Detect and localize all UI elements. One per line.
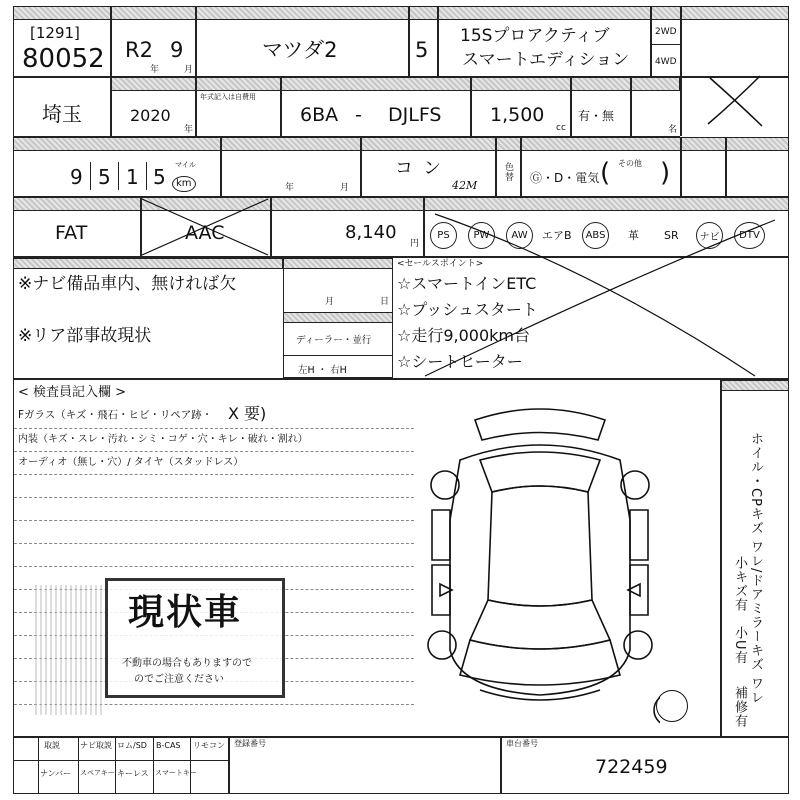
region: 埼玉 xyxy=(42,102,82,126)
footer-plate: ナンバー xyxy=(40,769,72,778)
lot-prefix: [1291] xyxy=(30,24,80,42)
header-band-row1 xyxy=(13,6,789,20)
sales-point-3: ☆走行9,000km台 xyxy=(397,326,531,345)
model-code: DJLFS xyxy=(388,104,442,126)
inspector-title: < 検査員記入欄 > xyxy=(18,385,127,400)
stamp-sub-text2: のでご注意ください xyxy=(134,674,224,685)
year-unit: 年 xyxy=(150,65,160,75)
color: コン xyxy=(395,158,451,179)
doors: 5 xyxy=(415,38,429,62)
steering-label: 左H ・ 右H xyxy=(298,365,347,376)
displacement: 1,500 xyxy=(490,104,545,126)
footer-reg-label: 登録番号 xyxy=(234,739,266,748)
mileage-unit-top: マイル xyxy=(175,161,196,169)
stamp-smudge xyxy=(35,585,105,715)
footer-bcas: B-CAS xyxy=(156,741,181,750)
stamp-main-text: 現状車 xyxy=(128,592,243,633)
model-prefix: 6BA xyxy=(300,104,339,126)
sales-point-title: <セールスポイント> xyxy=(397,259,484,269)
equip-abs: ABS xyxy=(582,222,609,249)
fuel-other-label: その他 xyxy=(618,159,642,168)
recall-label: 有・無 xyxy=(578,109,615,123)
footer-rom-sd: ロム/SD xyxy=(117,741,147,750)
footer-chassis-label: 車台番号 xyxy=(506,739,538,748)
fuel-paren-close: ) xyxy=(660,158,671,188)
mileage-digit-4: 5 xyxy=(153,165,166,189)
footer-navi-manual: ナビ取説 xyxy=(80,741,112,750)
remark-line2: ※リア部事故現状 xyxy=(18,326,152,346)
inspector-audio-line: オーディオ（無し・穴）/ タイヤ（スタッドレス） xyxy=(18,457,244,468)
side-notes-header xyxy=(721,380,789,391)
sales-point-1: ☆スマートインETC xyxy=(397,274,537,293)
fuel-options: Ⓖ・D・電気 xyxy=(530,171,600,185)
equip-airbag: エアB xyxy=(542,229,572,242)
recycle-fee: 8,140 xyxy=(345,222,397,243)
equip-sunroof: SR xyxy=(664,229,679,242)
dealer-header xyxy=(283,312,393,323)
aircon: AAC xyxy=(185,222,225,244)
lot-number: 80052 xyxy=(22,44,105,74)
first-reg-year: 2020 xyxy=(130,106,171,125)
mileage-digit-1: 9 xyxy=(70,165,83,189)
remark-month-unit: 月 xyxy=(325,297,335,307)
reg-note: 年式記入は自費用 xyxy=(200,93,256,101)
inspector-interior-line: 内装（キズ・スレ・汚れ・シミ・コゲ・穴・キレ・破れ・割れ） xyxy=(18,434,308,445)
car-damage-diagram xyxy=(420,400,660,730)
sales-point-2: ☆プッシュスタート xyxy=(397,300,538,319)
drive-2wd: 2WD xyxy=(655,27,677,37)
yen-unit: 円 xyxy=(410,239,420,249)
fuel-paren-open: ( xyxy=(600,158,611,188)
score-cross-mark xyxy=(700,70,770,130)
remark-day-unit: 日 xyxy=(380,297,390,307)
color-handwritten: 42M xyxy=(452,179,478,192)
grade-line1: 15Sプロアクティブ xyxy=(460,26,610,46)
model-separator: - xyxy=(355,104,362,126)
drive-4wd: 4WD xyxy=(655,57,677,67)
year-era: R2 xyxy=(125,38,153,62)
mileage-digit-2: 5 xyxy=(98,165,111,189)
sales-point-4: ☆シートヒーター xyxy=(397,352,523,371)
date-box-header xyxy=(283,258,393,269)
transmission: FAT xyxy=(55,222,88,244)
current-condition-stamp xyxy=(105,578,285,698)
header-band-row3 xyxy=(13,137,789,151)
footer-remote: リモコン xyxy=(193,741,225,750)
grade-line2: スマートエディション xyxy=(462,50,630,70)
equip-navi: ナビ xyxy=(696,222,723,249)
color-change-label: 色替 xyxy=(503,162,513,182)
remarks-header xyxy=(13,258,283,269)
chigai-label: 名 xyxy=(668,125,678,135)
footer-spare-key: スペアキー xyxy=(80,769,115,777)
spare-tire-marker xyxy=(656,690,688,722)
side-note-col2: 小キズ有 小U有 xyxy=(732,556,747,665)
inspector-glass-mark: X 要) xyxy=(228,404,267,423)
side-note-col1: ホイル・CPキズ ワレ/ドアミラーキズ ワレ xyxy=(748,432,763,705)
equip-aw: AW xyxy=(506,222,533,249)
big-cross-strike xyxy=(395,200,790,380)
inspector-glass-line: Fガラス（キズ・飛石・ヒビ・リペア跡・ xyxy=(18,409,213,421)
equip-pw: PW xyxy=(468,222,495,249)
month-unit: 月 xyxy=(184,65,194,75)
footer-manual: 取説 xyxy=(44,741,60,750)
first-reg-month: 9 xyxy=(170,38,184,62)
cc-unit: cc xyxy=(556,123,566,133)
mileage-unit-km: km xyxy=(172,176,196,192)
dealer-label: ディーラー・並行 xyxy=(296,335,372,346)
side-note-col3: 補修有 xyxy=(732,686,747,728)
shaken-month-unit: 月 xyxy=(340,183,350,193)
car-name: マツダ2 xyxy=(262,38,338,62)
footer-keyless: キーレス xyxy=(117,769,149,778)
stamp-sub-text1: 不動車の場合もありますので xyxy=(122,658,252,669)
equip-leather: 革 xyxy=(628,229,639,242)
shaken-year-unit: 年 xyxy=(285,183,295,193)
row2-year-unit: 年 xyxy=(184,125,194,135)
remark-line1: ※ナビ備品車内、無ければ欠 xyxy=(18,274,237,294)
equip-dtv: DTV xyxy=(734,222,765,249)
chassis-number: 722459 xyxy=(595,756,668,778)
mileage-digit-3: 1 xyxy=(126,165,139,189)
equip-ps: PS xyxy=(430,222,457,249)
footer-smart-key: スマートキー xyxy=(155,769,197,777)
